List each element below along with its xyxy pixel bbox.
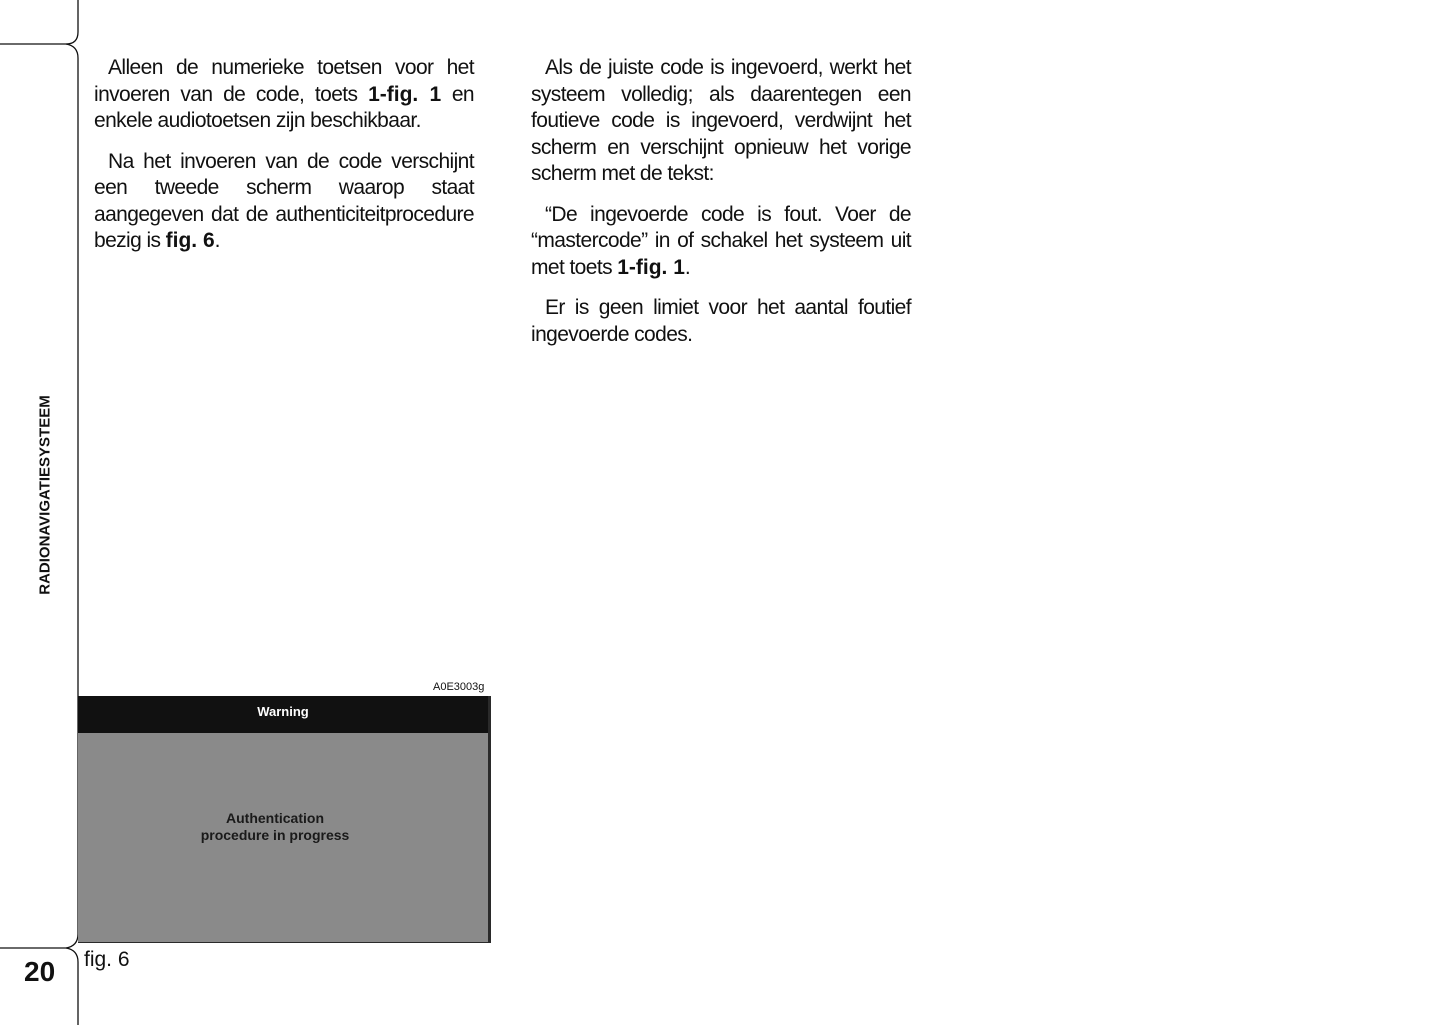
- warning-screen-figure: [78, 696, 491, 943]
- section-label: RADIONAVIGATIESYSTEEM: [36, 395, 54, 595]
- paragraph-text: .: [214, 229, 220, 252]
- screen-message-line-1: Authentication: [226, 810, 324, 826]
- paragraph-text: en enkele audiotoetsen zijn beschikbaar.: [94, 82, 474, 132]
- paragraph: [531, 202, 911, 282]
- paragraph-text: Na het invoeren van de code verschijnt een tweede scherm waarop staat aangegeven dat de authenticiteitprocedure bezig is: [94, 149, 474, 252]
- right-text-column: [531, 55, 911, 362]
- paragraph: [94, 149, 474, 255]
- screen-title-bar: Warning: [78, 696, 488, 733]
- paragraph-text: “De ingevoerde code is fout. Voer de “mastercode” in of schakel het systeem uit met toets: [531, 202, 911, 279]
- figure-code: A0E3003g: [433, 681, 485, 693]
- figure-reference: fig. 6: [165, 229, 215, 252]
- figure-reference: 1-fig. 1: [368, 82, 442, 106]
- paragraph-text: .: [684, 255, 691, 279]
- paragraph-text: Alleen de numerieke toetsen voor het invoeren van de code, toets: [94, 56, 474, 106]
- left-text-column: [94, 55, 474, 269]
- paragraph: Als de juiste code is ingevoerd, werkt het systeem volledig; als daarentegen een foutieve code is ingevoerd, verdwijnt het scherm en verschijnt opnieuw het vorige scherm met de tekst:: [531, 56, 911, 185]
- screen-message-line-2: procedure in progress: [200, 827, 350, 843]
- page-number: 20: [24, 956, 56, 987]
- paragraph: [94, 55, 474, 135]
- figure-caption: fig. 6: [84, 948, 130, 971]
- paragraph: Er is geen limiet voor het aantal foutief ingevoerde codes.: [531, 296, 911, 346]
- figure-reference: 1-fig. 1: [617, 255, 685, 279]
